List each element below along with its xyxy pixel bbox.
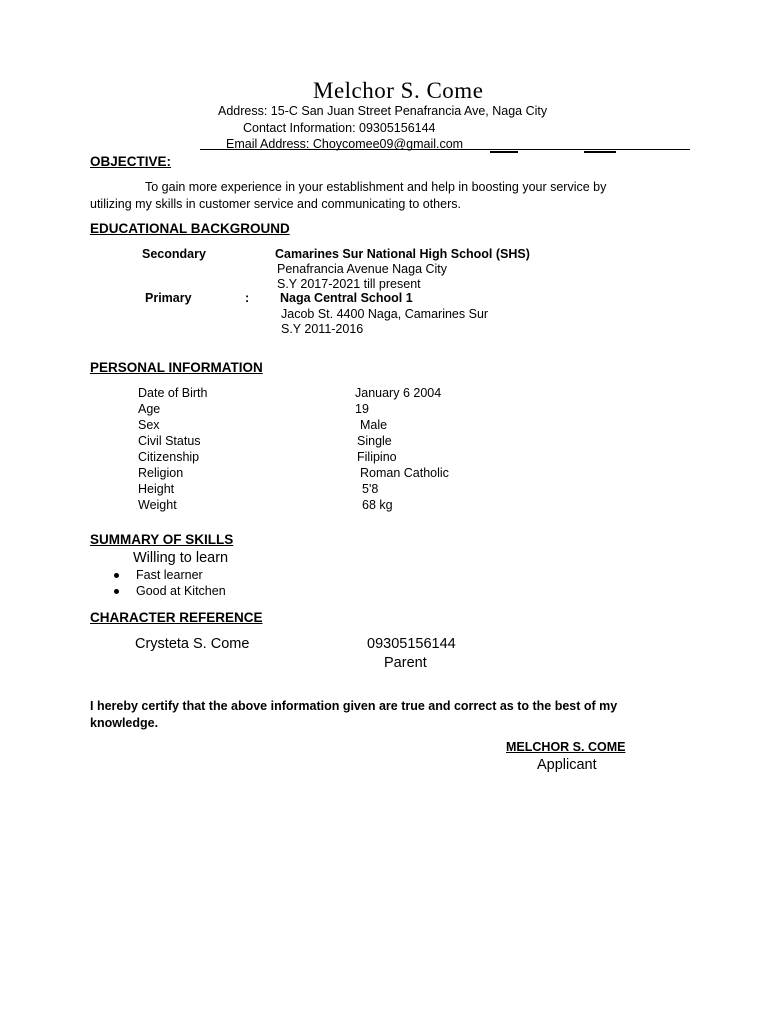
personal-label: Civil Status: [138, 434, 201, 448]
personal-value: Roman Catholic: [360, 466, 449, 480]
signature-title: Applicant: [537, 757, 597, 773]
applicant-name: Melchor S. Come: [313, 78, 484, 103]
primary-label: Primary: [145, 291, 192, 305]
address-line: Address: 15-C San Juan Street Penafrancia Ave, Naga City: [218, 104, 548, 118]
reference-relation: Parent: [384, 655, 427, 671]
personal-value: Single: [357, 434, 392, 448]
personal-value: Filipino: [357, 450, 397, 464]
certification-line-2: knowledge.: [90, 716, 159, 730]
skills-intro: Willing to learn: [133, 550, 229, 566]
personal-value: 19: [355, 402, 369, 416]
personal-label: Citizenship: [138, 450, 200, 464]
header-dash-left: [490, 151, 518, 153]
skills-heading: SUMMARY OF SKILLS: [90, 532, 234, 547]
personal-value: 5'8: [362, 482, 379, 496]
personal-value: Male: [360, 418, 388, 432]
objective-line-1: To gain more experience in your establishment and help in boosting your service by: [145, 180, 607, 194]
email-line: Email Address: Choycomee09@gmail.com: [226, 137, 464, 151]
secondary-school: Camarines Sur National High School (SHS): [275, 247, 530, 261]
personal-value: January 6 2004: [355, 386, 442, 400]
skill-item: Good at Kitchen: [136, 584, 226, 598]
skill-item: Fast learner: [136, 568, 203, 582]
objective-heading: OBJECTIVE:: [90, 154, 172, 169]
secondary-years: S.Y 2017-2021 till present: [277, 277, 421, 291]
primary-address: Jacob St. 4400 Naga, Camarines Sur: [281, 307, 489, 321]
bullet-icon: [114, 573, 119, 578]
personal-label: Age: [138, 402, 161, 416]
objective-line-2: utilizing my skills in customer service and communicating to others.: [90, 197, 461, 211]
signature-name: MELCHOR S. COME: [506, 740, 626, 754]
secondary-address: Penafrancia Avenue Naga City: [277, 262, 448, 276]
personal-heading: PERSONAL INFORMATION: [90, 360, 263, 375]
bullet-icon: [114, 589, 119, 594]
personal-label: Sex: [138, 418, 160, 432]
header-divider: [200, 149, 690, 150]
reference-phone: 09305156144: [367, 636, 456, 652]
reference-name: Crysteta S. Come: [135, 636, 250, 652]
contact-line: Contact Information: 09305156144: [243, 121, 436, 135]
header-dash-right: [584, 151, 616, 153]
secondary-label: Secondary: [142, 247, 206, 261]
reference-heading: CHARACTER REFERENCE: [90, 610, 263, 625]
personal-label: Religion: [138, 466, 184, 480]
primary-school: Naga Central School 1: [280, 291, 413, 305]
personal-label: Date of Birth: [138, 386, 208, 400]
certification-line-1: I hereby certify that the above information given are true and correct as to the best of my: [90, 699, 618, 713]
personal-label: Height: [138, 482, 175, 496]
education-heading: EDUCATIONAL BACKGROUND: [90, 221, 290, 236]
personal-value: 68 kg: [362, 498, 393, 512]
primary-colon: :: [245, 291, 250, 305]
primary-years: S.Y 2011-2016: [281, 322, 364, 336]
personal-label: Weight: [138, 498, 177, 512]
